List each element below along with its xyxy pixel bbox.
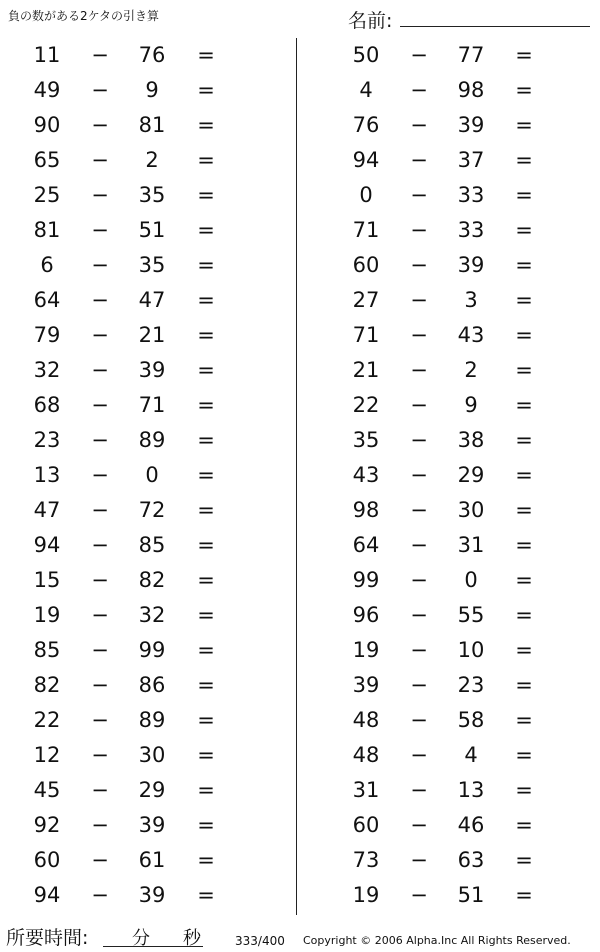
minuend: 15 [33, 568, 61, 592]
subtrahend: 76 [138, 43, 166, 67]
minus-sign: − [410, 78, 428, 102]
minus-sign: − [410, 568, 428, 592]
equals-sign: = [197, 673, 215, 697]
minus-sign: − [410, 148, 428, 172]
minus-sign: − [91, 148, 109, 172]
subtrahend: 9 [464, 393, 478, 417]
minuend: 12 [33, 743, 61, 767]
minus-sign: − [91, 323, 109, 347]
minuend: 48 [352, 743, 380, 767]
problem-row [0, 668, 296, 703]
name-write-line [400, 26, 590, 27]
equals-sign: = [515, 428, 533, 452]
equals-sign: = [197, 43, 215, 67]
problem-row [0, 493, 296, 528]
minus-sign: − [91, 568, 109, 592]
subtrahend: 98 [457, 78, 485, 102]
problem-row [318, 878, 600, 913]
minuend: 79 [33, 323, 61, 347]
equals-sign: = [515, 393, 533, 417]
minuend: 76 [352, 113, 380, 137]
equals-sign: = [515, 673, 533, 697]
minus-sign: − [410, 708, 428, 732]
right-problem-column [318, 38, 600, 914]
subtrahend: 86 [138, 673, 166, 697]
minuend: 96 [352, 603, 380, 627]
subtrahend: 39 [138, 883, 166, 907]
problem-row [0, 598, 296, 633]
subtrahend: 10 [457, 638, 485, 662]
problem-row [318, 38, 600, 73]
minuend: 27 [352, 288, 380, 312]
minuend: 49 [33, 78, 61, 102]
subtrahend: 37 [457, 148, 485, 172]
equals-sign: = [515, 568, 533, 592]
minus-sign: − [410, 253, 428, 277]
subtrahend: 47 [138, 288, 166, 312]
minutes-unit: 分 [132, 928, 150, 949]
equals-sign: = [197, 113, 215, 137]
equals-sign: = [515, 848, 533, 872]
subtrahend: 30 [457, 498, 485, 522]
subtrahend: 39 [138, 358, 166, 382]
minuend: 50 [352, 43, 380, 67]
equals-sign: = [197, 183, 215, 207]
problem-row [318, 318, 600, 353]
copyright-notice: Copyright © 2006 Alpha.Inc All Rights Reserved. [303, 934, 571, 947]
equals-sign: = [515, 778, 533, 802]
minus-sign: − [410, 393, 428, 417]
equals-sign: = [515, 148, 533, 172]
subtrahend: 61 [138, 848, 166, 872]
equals-sign: = [197, 358, 215, 382]
equals-sign: = [197, 883, 215, 907]
minuend: 19 [352, 883, 380, 907]
subtrahend: 23 [457, 673, 485, 697]
minus-sign: − [410, 778, 428, 802]
problem-row [0, 878, 296, 913]
problem-row [318, 528, 600, 563]
minuend: 71 [352, 218, 380, 242]
equals-sign: = [515, 638, 533, 662]
subtrahend: 43 [457, 323, 485, 347]
equals-sign: = [197, 498, 215, 522]
equals-sign: = [197, 463, 215, 487]
equals-sign: = [515, 708, 533, 732]
equals-sign: = [515, 463, 533, 487]
minuend: 35 [352, 428, 380, 452]
equals-sign: = [197, 568, 215, 592]
minus-sign: − [91, 848, 109, 872]
subtrahend: 89 [138, 708, 166, 732]
problem-row [318, 843, 600, 878]
equals-sign: = [515, 253, 533, 277]
equals-sign: = [197, 288, 215, 312]
minuend: 94 [33, 883, 61, 907]
problem-row [0, 738, 296, 773]
problem-row [0, 633, 296, 668]
equals-sign: = [515, 218, 533, 242]
subtrahend: 71 [138, 393, 166, 417]
problem-row [0, 423, 296, 458]
minus-sign: − [410, 743, 428, 767]
equals-sign: = [515, 78, 533, 102]
footer [0, 918, 600, 952]
minuend: 60 [352, 253, 380, 277]
minus-sign: − [91, 393, 109, 417]
minuend: 45 [33, 778, 61, 802]
subtrahend: 2 [145, 148, 159, 172]
equals-sign: = [515, 603, 533, 627]
subtrahend: 63 [457, 848, 485, 872]
subtrahend: 99 [138, 638, 166, 662]
subtrahend: 29 [457, 463, 485, 487]
problem-row [318, 808, 600, 843]
time-required-label: 所要時間: [6, 927, 89, 949]
problem-row [0, 353, 296, 388]
minuend: 13 [33, 463, 61, 487]
problem-row [318, 458, 600, 493]
minuend: 85 [33, 638, 61, 662]
problem-row [0, 108, 296, 143]
equals-sign: = [197, 813, 215, 837]
subtrahend: 35 [138, 253, 166, 277]
problem-row [318, 668, 600, 703]
problem-row [318, 633, 600, 668]
minuend: 19 [352, 638, 380, 662]
minuend: 94 [352, 148, 380, 172]
subtrahend: 35 [138, 183, 166, 207]
minuend: 19 [33, 603, 61, 627]
minuend: 64 [352, 533, 380, 557]
minuend: 31 [352, 778, 380, 802]
minus-sign: − [91, 708, 109, 732]
minuend: 23 [33, 428, 61, 452]
minus-sign: − [91, 78, 109, 102]
minuend: 11 [33, 43, 61, 67]
minus-sign: − [410, 673, 428, 697]
subtrahend: 33 [457, 218, 485, 242]
subtrahend: 72 [138, 498, 166, 522]
minus-sign: − [410, 43, 428, 67]
minuend: 65 [33, 148, 61, 172]
subtrahend: 38 [457, 428, 485, 452]
problem-row [318, 423, 600, 458]
subtrahend: 51 [457, 883, 485, 907]
subtrahend: 33 [457, 183, 485, 207]
problem-row [0, 703, 296, 738]
minus-sign: − [410, 358, 428, 382]
minus-sign: − [91, 638, 109, 662]
minus-sign: − [410, 218, 428, 242]
minus-sign: − [410, 813, 428, 837]
minus-sign: − [410, 848, 428, 872]
subtrahend: 39 [457, 253, 485, 277]
subtrahend: 0 [145, 463, 159, 487]
problem-row [0, 388, 296, 423]
minus-sign: − [410, 113, 428, 137]
subtrahend: 39 [457, 113, 485, 137]
problem-row [318, 353, 600, 388]
equals-sign: = [515, 113, 533, 137]
minus-sign: − [410, 498, 428, 522]
subtrahend: 2 [464, 358, 478, 382]
equals-sign: = [197, 78, 215, 102]
problem-row [0, 73, 296, 108]
minuend: 32 [33, 358, 61, 382]
problem-row [318, 703, 600, 738]
subtrahend: 55 [457, 603, 485, 627]
problem-row [318, 773, 600, 808]
equals-sign: = [515, 358, 533, 382]
minuend: 21 [352, 358, 380, 382]
worksheet-title: 負の数がある2ケタの引き算 [8, 9, 160, 23]
minus-sign: − [91, 253, 109, 277]
subtrahend: 21 [138, 323, 166, 347]
equals-sign: = [197, 393, 215, 417]
equals-sign: = [515, 883, 533, 907]
problem-row [318, 178, 600, 213]
minus-sign: − [410, 288, 428, 312]
problem-row [0, 248, 296, 283]
minus-sign: − [91, 883, 109, 907]
problem-row [0, 38, 296, 73]
minus-sign: − [91, 288, 109, 312]
equals-sign: = [197, 148, 215, 172]
problem-row [318, 388, 600, 423]
problem-row [318, 493, 600, 528]
problem-row [318, 143, 600, 178]
problem-row [318, 738, 600, 773]
page-number: 333/400 [235, 934, 285, 948]
equals-sign: = [197, 218, 215, 242]
subtrahend: 58 [457, 708, 485, 732]
subtrahend: 0 [464, 568, 478, 592]
problem-row [0, 808, 296, 843]
minuend: 39 [352, 673, 380, 697]
subtrahend: 81 [138, 113, 166, 137]
minuend: 22 [352, 393, 380, 417]
problem-row [0, 283, 296, 318]
minus-sign: − [91, 43, 109, 67]
seconds-unit: 秒 [183, 928, 201, 949]
minus-sign: − [91, 218, 109, 242]
minuend: 60 [352, 813, 380, 837]
minuend: 92 [33, 813, 61, 837]
subtrahend: 39 [138, 813, 166, 837]
minuend: 64 [33, 288, 61, 312]
subtrahend: 31 [457, 533, 485, 557]
minus-sign: − [410, 428, 428, 452]
minus-sign: − [91, 113, 109, 137]
problem-row [318, 108, 600, 143]
subtrahend: 46 [457, 813, 485, 837]
subtrahend: 9 [145, 78, 159, 102]
minus-sign: − [410, 603, 428, 627]
equals-sign: = [197, 778, 215, 802]
equals-sign: = [197, 638, 215, 662]
minus-sign: − [410, 638, 428, 662]
subtrahend: 30 [138, 743, 166, 767]
equals-sign: = [515, 533, 533, 557]
minuend: 6 [40, 253, 54, 277]
equals-sign: = [197, 253, 215, 277]
minuend: 25 [33, 183, 61, 207]
minuend: 0 [359, 183, 373, 207]
problem-row [0, 528, 296, 563]
equals-sign: = [197, 708, 215, 732]
problem-row [0, 143, 296, 178]
equals-sign: = [197, 848, 215, 872]
minuend: 94 [33, 533, 61, 557]
problem-row [0, 458, 296, 493]
minus-sign: − [91, 463, 109, 487]
minus-sign: − [410, 533, 428, 557]
minus-sign: − [91, 813, 109, 837]
subtrahend: 85 [138, 533, 166, 557]
minus-sign: − [91, 358, 109, 382]
equals-sign: = [197, 533, 215, 557]
minuend: 43 [352, 463, 380, 487]
equals-sign: = [515, 183, 533, 207]
column-divider [296, 38, 297, 915]
minuend: 73 [352, 848, 380, 872]
minus-sign: − [91, 673, 109, 697]
problem-row [318, 73, 600, 108]
minuend: 60 [33, 848, 61, 872]
problem-row [318, 213, 600, 248]
equals-sign: = [515, 288, 533, 312]
equals-sign: = [515, 498, 533, 522]
subtrahend: 13 [457, 778, 485, 802]
subtrahend: 32 [138, 603, 166, 627]
subtrahend: 4 [464, 743, 478, 767]
equals-sign: = [197, 743, 215, 767]
equals-sign: = [515, 43, 533, 67]
equals-sign: = [515, 813, 533, 837]
subtrahend: 82 [138, 568, 166, 592]
problem-row [0, 563, 296, 598]
subtrahend: 89 [138, 428, 166, 452]
minus-sign: − [91, 778, 109, 802]
equals-sign: = [197, 603, 215, 627]
minus-sign: − [410, 183, 428, 207]
minuend: 81 [33, 218, 61, 242]
name-label: 名前: [348, 10, 393, 32]
problem-row [0, 843, 296, 878]
minus-sign: − [91, 183, 109, 207]
subtrahend: 77 [457, 43, 485, 67]
subtrahend: 3 [464, 288, 478, 312]
minuend: 82 [33, 673, 61, 697]
minus-sign: − [410, 463, 428, 487]
minus-sign: − [91, 498, 109, 522]
minuend: 4 [359, 78, 373, 102]
problem-row [0, 178, 296, 213]
subtrahend: 29 [138, 778, 166, 802]
minuend: 48 [352, 708, 380, 732]
name-field [348, 6, 590, 30]
equals-sign: = [515, 743, 533, 767]
minuend: 90 [33, 113, 61, 137]
problem-row [318, 283, 600, 318]
minuend: 47 [33, 498, 61, 522]
problem-row [318, 598, 600, 633]
problem-row [0, 773, 296, 808]
minuend: 98 [352, 498, 380, 522]
minus-sign: − [410, 323, 428, 347]
minus-sign: − [410, 883, 428, 907]
minuend: 99 [352, 568, 380, 592]
problem-row [0, 318, 296, 353]
minuend: 68 [33, 393, 61, 417]
subtrahend: 51 [138, 218, 166, 242]
minus-sign: − [91, 603, 109, 627]
problem-row [318, 248, 600, 283]
minus-sign: − [91, 743, 109, 767]
left-problem-column [0, 38, 296, 914]
equals-sign: = [197, 428, 215, 452]
minus-sign: − [91, 428, 109, 452]
minus-sign: − [91, 533, 109, 557]
problem-row [0, 213, 296, 248]
problem-row [318, 563, 600, 598]
minuend: 71 [352, 323, 380, 347]
equals-sign: = [197, 323, 215, 347]
equals-sign: = [515, 323, 533, 347]
minuend: 22 [33, 708, 61, 732]
